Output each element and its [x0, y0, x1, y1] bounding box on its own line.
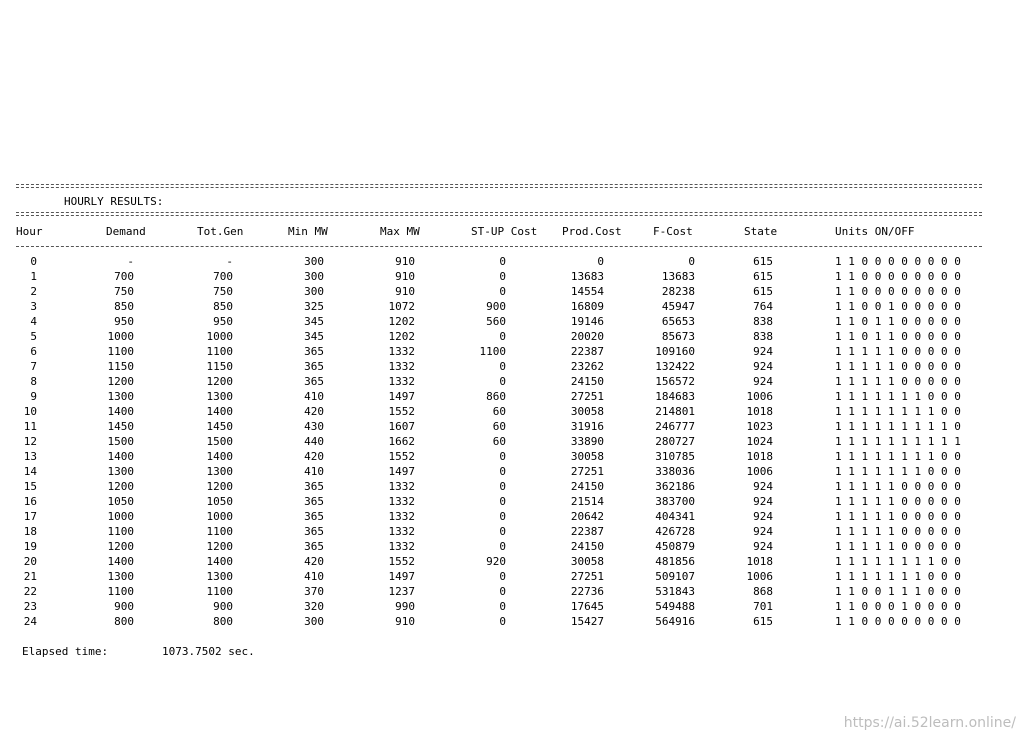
cell-st-up-cost: 1100 [479, 345, 506, 358]
cell-tot-gen: 850 [213, 300, 233, 313]
cell-state: 615 [753, 615, 773, 628]
cell-max-mw: 1202 [388, 315, 415, 328]
cell-max-mw: 1332 [388, 510, 415, 523]
cell-st-up-cost: 0 [499, 375, 506, 388]
cell-min-mw: 365 [304, 375, 324, 388]
cell-st-up-cost: 900 [486, 300, 506, 313]
cell-state: 924 [753, 480, 773, 493]
header-st-up-cost: ST-UP Cost [471, 225, 538, 238]
cell-units-on-off: 1 1 1 1 1 1 1 1 0 0 [835, 555, 961, 568]
cell-st-up-cost: 860 [486, 390, 506, 403]
top-separator [16, 184, 982, 188]
cell-hour: 3 [30, 300, 37, 313]
cell-f-cost: 28238 [661, 285, 695, 298]
cell-min-mw: 345 [304, 315, 324, 328]
cell-units-on-off: 1 1 0 0 0 0 0 0 0 0 [835, 285, 961, 298]
cell-units-on-off: 1 1 1 1 1 1 1 1 0 0 [835, 450, 961, 463]
header-min-mw: Min MW [288, 225, 328, 238]
cell-min-mw: 345 [304, 330, 324, 343]
table-row [0, 539, 1024, 554]
cell-hour: 4 [30, 315, 37, 328]
cell-hour: 5 [30, 330, 37, 343]
cell-demand: 1500 [107, 435, 134, 448]
cell-tot-gen: 1200 [206, 375, 233, 388]
table-row [0, 284, 1024, 299]
cell-prod-cost: 30058 [570, 450, 604, 463]
cell-prod-cost: 16809 [570, 300, 604, 313]
cell-hour: 11 [23, 420, 37, 433]
cell-state: 1006 [746, 465, 773, 478]
cell-units-on-off: 1 1 1 1 1 1 1 1 1 1 [835, 435, 961, 448]
cell-units-on-off: 1 1 1 1 1 1 1 0 0 0 [835, 465, 961, 478]
cell-demand: 1100 [107, 345, 134, 358]
cell-units-on-off: 1 1 0 1 1 0 0 0 0 0 [835, 315, 961, 328]
cell-units-on-off: 1 1 0 0 1 1 1 0 0 0 [835, 585, 961, 598]
cell-f-cost: 156572 [655, 375, 695, 388]
cell-min-mw: 300 [304, 255, 324, 268]
cell-f-cost: 362186 [655, 480, 695, 493]
cell-tot-gen: 800 [213, 615, 233, 628]
cell-st-up-cost: 0 [499, 285, 506, 298]
cell-max-mw: 1497 [388, 570, 415, 583]
table-row [0, 584, 1024, 599]
cell-demand: 1200 [107, 375, 134, 388]
cell-tot-gen: 1000 [206, 330, 233, 343]
cell-units-on-off: 1 1 1 1 1 0 0 0 0 0 [835, 495, 961, 508]
cell-state: 924 [753, 360, 773, 373]
cell-state: 924 [753, 510, 773, 523]
cell-min-mw: 300 [304, 270, 324, 283]
cell-max-mw: 1332 [388, 495, 415, 508]
cell-tot-gen: 900 [213, 600, 233, 613]
cell-f-cost: 404341 [655, 510, 695, 523]
table-row [0, 299, 1024, 314]
cell-min-mw: 365 [304, 480, 324, 493]
cell-f-cost: 132422 [655, 360, 695, 373]
cell-units-on-off: 1 1 1 1 1 0 0 0 0 0 [835, 480, 961, 493]
cell-units-on-off: 1 1 1 1 1 0 0 0 0 0 [835, 540, 961, 553]
cell-st-up-cost: 0 [499, 570, 506, 583]
table-row [0, 464, 1024, 479]
header-units-on-off: Units ON/OFF [835, 225, 915, 238]
cell-max-mw: 1332 [388, 345, 415, 358]
cell-f-cost: 549488 [655, 600, 695, 613]
cell-max-mw: 1237 [388, 585, 415, 598]
cell-f-cost: 509107 [655, 570, 695, 583]
cell-max-mw: 1332 [388, 375, 415, 388]
cell-demand: 1300 [107, 570, 134, 583]
cell-prod-cost: 23262 [570, 360, 604, 373]
table-row [0, 524, 1024, 539]
cell-f-cost: 450879 [655, 540, 695, 553]
table-row [0, 269, 1024, 284]
cell-st-up-cost: 0 [499, 615, 506, 628]
cell-demand: 1400 [107, 555, 134, 568]
cell-demand: 750 [114, 285, 134, 298]
cell-units-on-off: 1 1 1 1 1 1 1 0 0 0 [835, 390, 961, 403]
header-demand: Demand [106, 225, 146, 238]
cell-tot-gen: 1000 [206, 510, 233, 523]
cell-units-on-off: 1 1 0 0 0 0 0 0 0 0 [835, 270, 961, 283]
cell-st-up-cost: 0 [499, 495, 506, 508]
cell-demand: 1450 [107, 420, 134, 433]
cell-state: 1023 [746, 420, 773, 433]
table-row [0, 419, 1024, 434]
header-separator [16, 246, 982, 247]
cell-hour: 0 [30, 255, 37, 268]
cell-prod-cost: 17645 [570, 600, 604, 613]
cell-st-up-cost: 0 [499, 255, 506, 268]
table-row [0, 374, 1024, 389]
cell-max-mw: 910 [395, 270, 415, 283]
table-row [0, 614, 1024, 629]
cell-units-on-off: 1 1 1 1 1 0 0 0 0 0 [835, 510, 961, 523]
cell-tot-gen: 1100 [206, 345, 233, 358]
elapsed-time-label: Elapsed time: [22, 645, 109, 658]
cell-state: 615 [753, 255, 773, 268]
cell-min-mw: 365 [304, 345, 324, 358]
cell-f-cost: 13683 [661, 270, 695, 283]
cell-min-mw: 410 [304, 570, 324, 583]
cell-tot-gen: - [226, 255, 233, 268]
cell-min-mw: 300 [304, 615, 324, 628]
cell-f-cost: 85673 [661, 330, 695, 343]
cell-demand: 1400 [107, 450, 134, 463]
header-tot-gen: Tot.Gen [197, 225, 244, 238]
cell-hour: 1 [30, 270, 37, 283]
cell-f-cost: 338036 [655, 465, 695, 478]
cell-tot-gen: 1400 [206, 450, 233, 463]
cell-max-mw: 1332 [388, 540, 415, 553]
cell-f-cost: 0 [688, 255, 695, 268]
cell-max-mw: 1497 [388, 465, 415, 478]
cell-tot-gen: 1300 [206, 465, 233, 478]
cell-prod-cost: 0 [597, 255, 604, 268]
cell-f-cost: 531843 [655, 585, 695, 598]
cell-demand: 1100 [107, 525, 134, 538]
cell-st-up-cost: 0 [499, 600, 506, 613]
table-header [0, 224, 1024, 239]
table-row [0, 254, 1024, 269]
elapsed-time-value: 1073.7502 sec. [162, 645, 255, 658]
cell-hour: 2 [30, 285, 37, 298]
header-f-cost: F-Cost [653, 225, 693, 238]
cell-min-mw: 420 [304, 405, 324, 418]
cell-state: 1024 [746, 435, 773, 448]
cell-hour: 21 [23, 570, 37, 583]
cell-tot-gen: 1100 [206, 585, 233, 598]
cell-demand: 1150 [107, 360, 134, 373]
cell-tot-gen: 1050 [206, 495, 233, 508]
header-state: State [744, 225, 778, 238]
cell-st-up-cost: 0 [499, 465, 506, 478]
cell-min-mw: 365 [304, 360, 324, 373]
table-row [0, 569, 1024, 584]
cell-hour: 17 [23, 510, 37, 523]
cell-tot-gen: 1200 [206, 540, 233, 553]
cell-max-mw: 910 [395, 285, 415, 298]
cell-state: 924 [753, 495, 773, 508]
cell-f-cost: 383700 [655, 495, 695, 508]
cell-state: 924 [753, 375, 773, 388]
header-prod-cost: Prod.Cost [562, 225, 622, 238]
cell-st-up-cost: 920 [486, 555, 506, 568]
cell-demand: 850 [114, 300, 134, 313]
cell-demand: 950 [114, 315, 134, 328]
cell-units-on-off: 1 1 0 1 1 0 0 0 0 0 [835, 330, 961, 343]
cell-st-up-cost: 60 [492, 420, 506, 433]
table-row [0, 434, 1024, 449]
cell-max-mw: 1662 [388, 435, 415, 448]
cell-tot-gen: 950 [213, 315, 233, 328]
cell-prod-cost: 27251 [570, 390, 604, 403]
cell-max-mw: 1607 [388, 420, 415, 433]
cell-hour: 20 [23, 555, 37, 568]
table-row [0, 509, 1024, 524]
results-title: HOURLY RESULTS: [64, 195, 164, 208]
cell-f-cost: 426728 [655, 525, 695, 538]
header-max-mw: Max MW [380, 225, 420, 238]
table-row [0, 314, 1024, 329]
cell-hour: 15 [23, 480, 37, 493]
cell-f-cost: 310785 [655, 450, 695, 463]
cell-state: 924 [753, 540, 773, 553]
cell-units-on-off: 1 1 0 0 0 1 0 0 0 0 [835, 600, 961, 613]
cell-state: 764 [753, 300, 773, 313]
cell-demand: 800 [114, 615, 134, 628]
cell-state: 838 [753, 315, 773, 328]
cell-demand: 700 [114, 270, 134, 283]
table-row [0, 359, 1024, 374]
table-row [0, 404, 1024, 419]
cell-st-up-cost: 0 [499, 510, 506, 523]
cell-max-mw: 910 [395, 255, 415, 268]
cell-st-up-cost: 0 [499, 360, 506, 373]
cell-hour: 13 [23, 450, 37, 463]
cell-f-cost: 564916 [655, 615, 695, 628]
table-row [0, 494, 1024, 509]
table-row [0, 554, 1024, 569]
cell-demand: 1400 [107, 405, 134, 418]
cell-prod-cost: 21514 [570, 495, 604, 508]
cell-demand: 1200 [107, 480, 134, 493]
cell-prod-cost: 33890 [570, 435, 604, 448]
cell-max-mw: 1072 [388, 300, 415, 313]
cell-max-mw: 1552 [388, 450, 415, 463]
cell-min-mw: 325 [304, 300, 324, 313]
cell-f-cost: 280727 [655, 435, 695, 448]
cell-max-mw: 1332 [388, 480, 415, 493]
cell-demand: 1100 [107, 585, 134, 598]
cell-hour: 14 [23, 465, 37, 478]
cell-max-mw: 1552 [388, 405, 415, 418]
cell-tot-gen: 750 [213, 285, 233, 298]
cell-state: 838 [753, 330, 773, 343]
cell-hour: 23 [23, 600, 37, 613]
cell-demand: 1200 [107, 540, 134, 553]
table-row [0, 449, 1024, 464]
table-row [0, 329, 1024, 344]
cell-demand: 1300 [107, 465, 134, 478]
cell-f-cost: 45947 [661, 300, 695, 313]
cell-prod-cost: 13683 [570, 270, 604, 283]
cell-max-mw: 1332 [388, 360, 415, 373]
cell-units-on-off: 1 1 1 1 1 0 0 0 0 0 [835, 345, 961, 358]
watermark: https://ai.52learn.online/ [843, 715, 1016, 731]
cell-max-mw: 1332 [388, 525, 415, 538]
cell-units-on-off: 1 1 1 1 1 0 0 0 0 0 [835, 525, 961, 538]
cell-f-cost: 246777 [655, 420, 695, 433]
cell-max-mw: 990 [395, 600, 415, 613]
cell-hour: 24 [23, 615, 37, 628]
cell-prod-cost: 22736 [570, 585, 604, 598]
cell-units-on-off: 1 1 1 1 1 1 1 1 0 0 [835, 405, 961, 418]
cell-prod-cost: 24150 [570, 540, 604, 553]
cell-state: 1018 [746, 405, 773, 418]
cell-units-on-off: 1 1 0 0 1 0 0 0 0 0 [835, 300, 961, 313]
cell-prod-cost: 22387 [570, 525, 604, 538]
cell-min-mw: 365 [304, 510, 324, 523]
table-row [0, 389, 1024, 404]
cell-units-on-off: 1 1 1 1 1 1 1 0 0 0 [835, 570, 961, 583]
table-row [0, 344, 1024, 359]
cell-f-cost: 214801 [655, 405, 695, 418]
cell-st-up-cost: 0 [499, 525, 506, 538]
cell-units-on-off: 1 1 0 0 0 0 0 0 0 0 [835, 615, 961, 628]
cell-prod-cost: 27251 [570, 570, 604, 583]
cell-state: 1018 [746, 555, 773, 568]
cell-state: 615 [753, 270, 773, 283]
cell-state: 615 [753, 285, 773, 298]
cell-prod-cost: 31916 [570, 420, 604, 433]
cell-prod-cost: 30058 [570, 555, 604, 568]
cell-prod-cost: 14554 [570, 285, 604, 298]
cell-min-mw: 300 [304, 285, 324, 298]
cell-min-mw: 365 [304, 525, 324, 538]
cell-units-on-off: 1 1 1 1 1 1 1 1 1 0 [835, 420, 961, 433]
cell-st-up-cost: 0 [499, 585, 506, 598]
cell-prod-cost: 24150 [570, 375, 604, 388]
cell-tot-gen: 1150 [206, 360, 233, 373]
cell-max-mw: 1497 [388, 390, 415, 403]
cell-min-mw: 430 [304, 420, 324, 433]
cell-max-mw: 910 [395, 615, 415, 628]
cell-prod-cost: 20020 [570, 330, 604, 343]
cell-tot-gen: 1400 [206, 555, 233, 568]
cell-state: 1006 [746, 570, 773, 583]
cell-prod-cost: 30058 [570, 405, 604, 418]
cell-st-up-cost: 0 [499, 450, 506, 463]
title-separator [16, 212, 982, 216]
cell-tot-gen: 1400 [206, 405, 233, 418]
cell-hour: 19 [23, 540, 37, 553]
cell-min-mw: 365 [304, 540, 324, 553]
cell-st-up-cost: 0 [499, 270, 506, 283]
cell-state: 924 [753, 525, 773, 538]
cell-demand: 1000 [107, 330, 134, 343]
cell-max-mw: 1202 [388, 330, 415, 343]
cell-hour: 10 [23, 405, 37, 418]
cell-min-mw: 420 [304, 450, 324, 463]
cell-units-on-off: 1 1 1 1 1 0 0 0 0 0 [835, 360, 961, 373]
cell-prod-cost: 27251 [570, 465, 604, 478]
cell-tot-gen: 1500 [206, 435, 233, 448]
cell-demand: - [127, 255, 134, 268]
cell-tot-gen: 1450 [206, 420, 233, 433]
cell-hour: 16 [23, 495, 37, 508]
cell-st-up-cost: 60 [492, 405, 506, 418]
cell-st-up-cost: 0 [499, 330, 506, 343]
cell-tot-gen: 1200 [206, 480, 233, 493]
cell-demand: 1000 [107, 510, 134, 523]
cell-prod-cost: 24150 [570, 480, 604, 493]
cell-tot-gen: 1300 [206, 570, 233, 583]
cell-f-cost: 65653 [661, 315, 695, 328]
cell-prod-cost: 20642 [570, 510, 604, 523]
table-row [0, 479, 1024, 494]
cell-state: 1018 [746, 450, 773, 463]
cell-prod-cost: 22387 [570, 345, 604, 358]
cell-min-mw: 320 [304, 600, 324, 613]
cell-min-mw: 410 [304, 390, 324, 403]
cell-prod-cost: 19146 [570, 315, 604, 328]
cell-min-mw: 410 [304, 465, 324, 478]
cell-prod-cost: 15427 [570, 615, 604, 628]
cell-st-up-cost: 60 [492, 435, 506, 448]
cell-hour: 18 [23, 525, 37, 538]
cell-st-up-cost: 560 [486, 315, 506, 328]
cell-units-on-off: 1 1 1 1 1 0 0 0 0 0 [835, 375, 961, 388]
cell-demand: 1300 [107, 390, 134, 403]
cell-st-up-cost: 0 [499, 540, 506, 553]
cell-f-cost: 481856 [655, 555, 695, 568]
cell-state: 868 [753, 585, 773, 598]
cell-hour: 22 [23, 585, 37, 598]
cell-tot-gen: 1300 [206, 390, 233, 403]
cell-hour: 8 [30, 375, 37, 388]
cell-st-up-cost: 0 [499, 480, 506, 493]
cell-hour: 7 [30, 360, 37, 373]
cell-units-on-off: 1 1 0 0 0 0 0 0 0 0 [835, 255, 961, 268]
cell-demand: 900 [114, 600, 134, 613]
cell-min-mw: 370 [304, 585, 324, 598]
cell-f-cost: 109160 [655, 345, 695, 358]
cell-state: 1006 [746, 390, 773, 403]
table-row [0, 599, 1024, 614]
header-hour: Hour [16, 225, 43, 238]
cell-hour: 6 [30, 345, 37, 358]
cell-min-mw: 420 [304, 555, 324, 568]
cell-min-mw: 365 [304, 495, 324, 508]
cell-hour: 9 [30, 390, 37, 403]
cell-state: 701 [753, 600, 773, 613]
cell-hour: 12 [23, 435, 37, 448]
cell-demand: 1050 [107, 495, 134, 508]
cell-tot-gen: 700 [213, 270, 233, 283]
cell-tot-gen: 1100 [206, 525, 233, 538]
cell-max-mw: 1552 [388, 555, 415, 568]
cell-f-cost: 184683 [655, 390, 695, 403]
cell-min-mw: 440 [304, 435, 324, 448]
cell-state: 924 [753, 345, 773, 358]
